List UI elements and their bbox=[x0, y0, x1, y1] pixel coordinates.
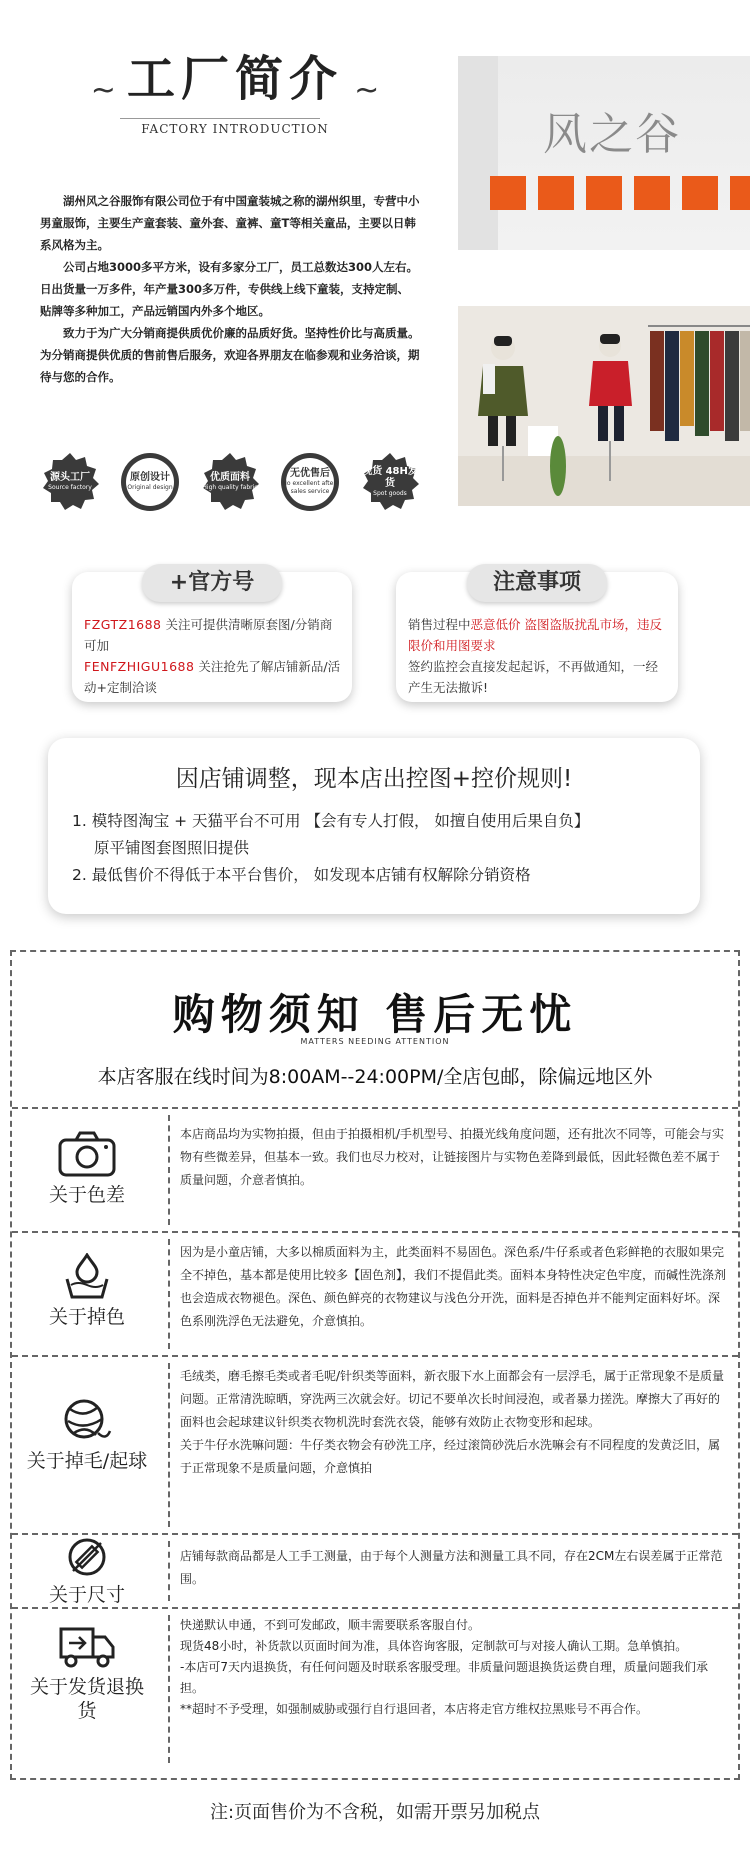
row-text: 本店商品均为实物拍摄，但由于拍摄相机/手机型号、拍摄光线角度问题，还有批次不同等，可能会与实物有些微差异，但基本一致。我们也尽力校对，让链接图片与实物色差降到最低，因此轻微色差不属于质量问题，介意者慎拍。 bbox=[180, 1127, 725, 1187]
badge-cn: 源头工厂 bbox=[50, 472, 90, 483]
factory-sign-text: 风之谷 bbox=[543, 109, 681, 160]
row-text: -本店可7天内退换货，有任何问题及时联系客服受理。非质量问题退换货运费自理，质量问题我们承担。 bbox=[180, 1660, 708, 1695]
right-swirl-icon: ~ bbox=[354, 73, 380, 108]
badge-quality-fabric bbox=[200, 452, 260, 512]
attention-text-1: 销售过程中 bbox=[408, 617, 471, 632]
ruler-icon bbox=[67, 1537, 107, 1577]
yarn-ball-icon bbox=[62, 1397, 112, 1443]
rules-card bbox=[48, 738, 700, 914]
official-account-card bbox=[72, 572, 352, 702]
badge-cn: 现货 48H发货 bbox=[362, 466, 418, 489]
badge-original-design bbox=[120, 452, 180, 512]
badge-source-factory bbox=[40, 452, 100, 512]
left-swirl-icon: ~ bbox=[90, 73, 116, 108]
attention-body bbox=[408, 614, 668, 698]
official-account-body bbox=[84, 614, 342, 698]
badge-after-sales bbox=[280, 452, 340, 512]
delivery-truck-icon bbox=[57, 1625, 117, 1669]
intro-title-row bbox=[55, 40, 415, 109]
intro-paragraph: 湖州风之谷服饰有限公司位于有中国童装城之称的湖州织里，专营中小男童服饰，主要生产童套装、童外套、童裤、童T等相关童品，主要以日韩系风格为主。 bbox=[40, 194, 420, 252]
badge-en: Original design bbox=[127, 484, 173, 491]
row-label: 关于发货退换货 bbox=[29, 1676, 144, 1722]
badge-cn: 无优售后 bbox=[290, 468, 330, 479]
row-text-group bbox=[180, 1615, 730, 1720]
footer-tax-note: 注:页面售价为不含税，如需开票另加税点 bbox=[209, 1802, 541, 1823]
intro-divider bbox=[120, 118, 320, 119]
official-code-2[interactable]: FENFZHIGU1688 bbox=[84, 659, 195, 674]
washing-icon bbox=[64, 1253, 110, 1299]
intro-title: 工厂简介 bbox=[126, 51, 343, 107]
notice-row-delivery bbox=[12, 1609, 738, 1769]
badge-en: Source factory bbox=[48, 484, 92, 491]
camera-icon bbox=[58, 1131, 116, 1177]
row-label: 关于掉毛/起球 bbox=[26, 1450, 148, 1472]
rules-list bbox=[72, 808, 692, 889]
row-label: 关于掉色 bbox=[48, 1306, 125, 1328]
attention-card bbox=[396, 572, 678, 702]
notice-row-pilling bbox=[12, 1357, 738, 1533]
attention-warning: 恶意低价 盗图盗版扰乱市场，违反限价和用图要求 bbox=[408, 617, 662, 653]
rule-item: 2. 最低售价不得低于本平台售价， 如发现本店铺有权解除分销资格 bbox=[72, 866, 531, 884]
service-hours: 本店客服在线时间为8:00AM--24:00PM/全店包邮，除偏远地区外 bbox=[97, 1066, 653, 1088]
official-account-tab: +官方号 bbox=[142, 564, 282, 602]
badge-en: High quality fabric bbox=[202, 484, 258, 491]
row-label: 关于尺寸 bbox=[48, 1584, 125, 1606]
rule-item: 1. 模特图淘宝 + 天猫平台不可用 【会有专人打假， 如擅自使用后果自负】 bbox=[72, 812, 590, 830]
intro-paragraph: 公司占地3000多平方米，设有多家分工厂，员工总数达300人左右。日出货量一万多件，年产量300多万件，专供线上线下童装，支持定制、贴牌等多种加工，产品远销国内外多个地区。 bbox=[40, 260, 419, 318]
row-text: 关于牛仔水洗嘛问题：牛仔类衣物会有砂洗工序，经过滚筒砂洗后水洗嘛会有不同程度的发黄泛旧，属于正常现象不是质量问题，介意慎拍 bbox=[180, 1438, 721, 1475]
row-label: 关于色差 bbox=[48, 1184, 125, 1206]
intro-paragraph: 致力于为广大分销商提供质优价廉的品质好货。坚持性价比与高质量。为分销商提供优质的售前售后服务，欢迎各界朋友在临参观和业务洽谈，期待与您的合作。 bbox=[40, 326, 420, 384]
rule-item-note: 原平铺图套图照旧提供 bbox=[94, 839, 250, 857]
notice-row-fading bbox=[12, 1233, 738, 1355]
row-text: 快递默认申通，不到可发邮政，顺丰需要联系客服自付。 bbox=[180, 1618, 481, 1632]
attention-tab: 注意事项 bbox=[467, 564, 607, 602]
row-text-group bbox=[180, 1365, 730, 1480]
feature-badges bbox=[40, 452, 420, 512]
badge-cn: 原创设计 bbox=[130, 472, 170, 483]
official-text-1: 关注可提供清晰原套图/分销商可加 bbox=[84, 617, 333, 653]
row-text: 毛绒类，磨毛擦毛类或者毛呢/针织类等面料，新衣服下水上面都会有一层浮毛，属于正常现象不是质量问题。正常清洗晾晒，穿洗两三次就会好。切记不要单次长时间浸泡，或者暴力搓洗。摩擦大了再好的面料也会起球建议针织类衣物机洗时套洗衣袋，能够有效防止衣物变形和起球。 bbox=[180, 1369, 725, 1429]
badge-en: Spot goods bbox=[373, 490, 407, 497]
notice-row-color bbox=[12, 1109, 738, 1231]
row-text: 店铺每款商品都是人工手工测量，由于每个人测量方法和测量工具不同，存在2CM左右误差属于正常范围。 bbox=[180, 1549, 723, 1586]
badge-cn: 优质面料 bbox=[210, 472, 250, 483]
badge-en: No excellent after-sales service bbox=[282, 480, 338, 495]
row-text: **超时不予受理，如强制威胁或强行自行退回者，本店将走官方维权拉黑账号不再合作。 bbox=[180, 1702, 649, 1716]
rules-title: 因店铺调整，现本店出控图+控价规则! bbox=[175, 766, 573, 792]
showroom-photo bbox=[458, 306, 750, 506]
official-text-2: 关注抢先了解店铺新品/活动+定制洽谈 bbox=[84, 659, 341, 695]
row-text: 现货48小时，补货款以页面时间为准，具体咨询客服，定制款可与对接人确认工期。急单慎拍。 bbox=[180, 1639, 688, 1653]
intro-text bbox=[40, 190, 420, 388]
shopping-notice bbox=[10, 950, 740, 1780]
official-code-1[interactable]: FZGTZ1688 bbox=[84, 617, 162, 632]
factory-sign-photo bbox=[458, 56, 750, 250]
intro-subtitle: FACTORY INTRODUCTION bbox=[141, 122, 329, 136]
row-text: 因为是小童店铺，大多以棉质面料为主，此类面料不易固色。深色系/牛仔系或者色彩鲜艳的衣服如果完全不掉色，基本都是使用比较多【固色剂】，我们不提倡此类。面料本身特性决定色牢度，而碱性洗涤剂也会造成衣物褪色。深色、颜色鲜亮的衣物建议与浅色分开洗，面料是否掉色并不能判定面料好坏。深色系刚洗浮色无法避免，介意慎拍。 bbox=[180, 1245, 727, 1328]
notice-subtitle: MATTERS NEEDING ATTENTION bbox=[300, 1037, 450, 1046]
notice-title: 购物须知 售后无忧 bbox=[172, 990, 578, 1039]
notice-row-size bbox=[12, 1535, 738, 1607]
attention-text-2: 签约监控会直接发起起诉，不再做通知，一经产生无法撤诉! bbox=[408, 659, 659, 695]
badge-spot-goods bbox=[360, 452, 420, 512]
